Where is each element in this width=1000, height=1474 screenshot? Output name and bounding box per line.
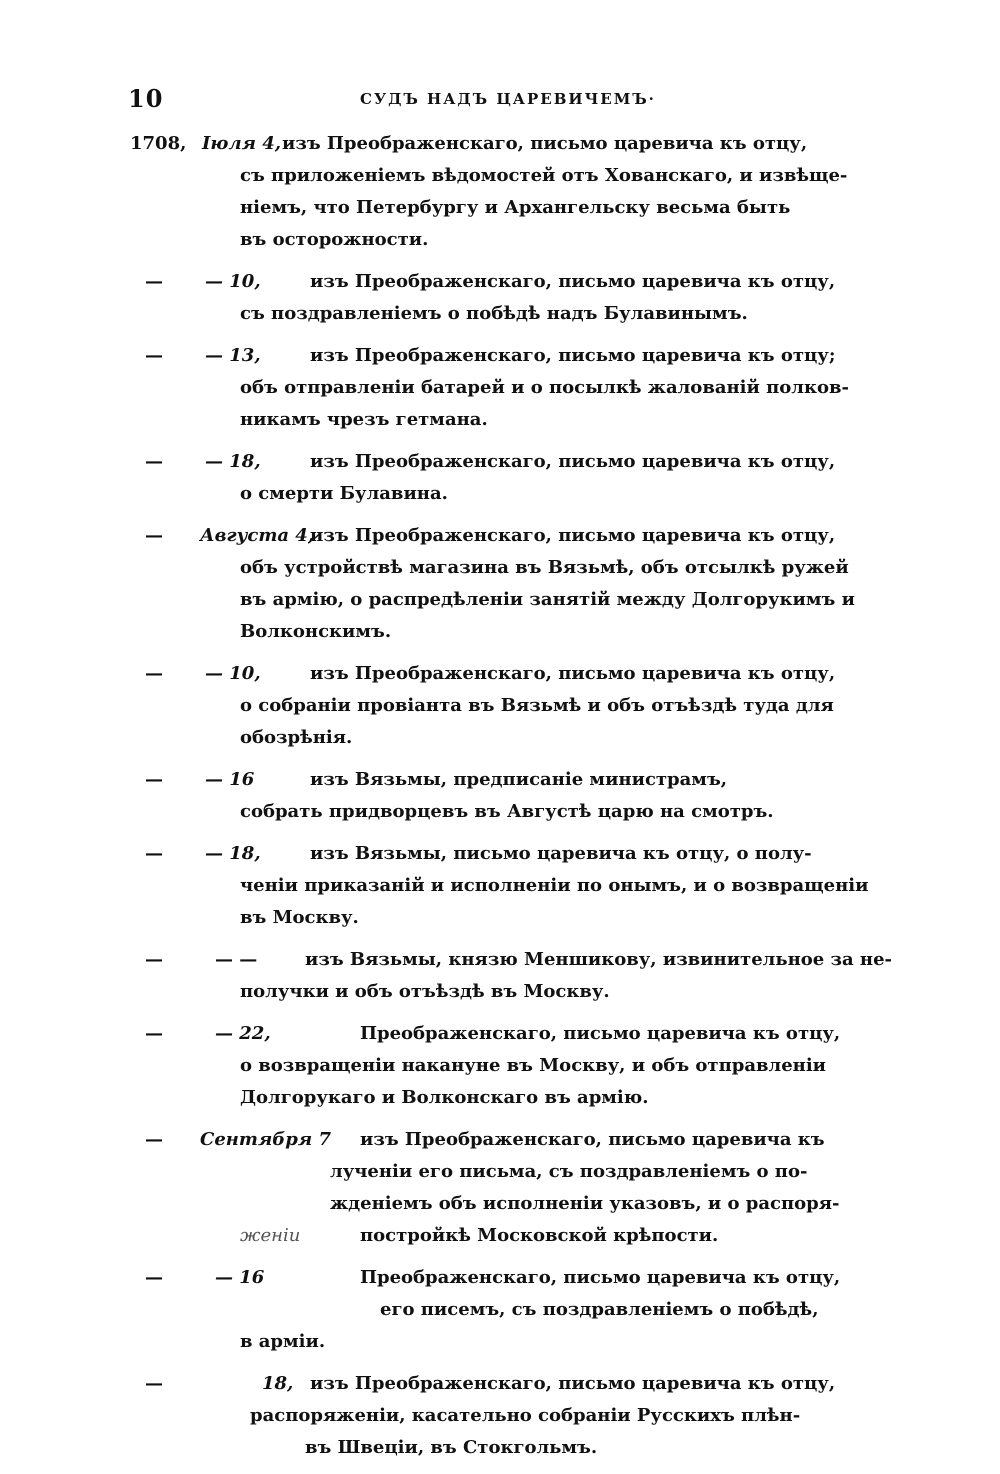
entry-dash: —	[145, 949, 163, 970]
entry-date: — 18,	[205, 843, 261, 864]
entry-first-line: изъ Преображенскаго, письмо царевича къ	[360, 1129, 825, 1150]
entry	[0, 520, 1000, 648]
entry-date: — 18,	[205, 451, 261, 472]
entry	[0, 658, 1000, 754]
entry-date: — 22,	[215, 1023, 271, 1044]
entry-line: нiемъ, что Петербургу и Архангельску весьма быть	[240, 197, 791, 218]
entry	[0, 266, 1000, 330]
page-number: 10	[128, 84, 164, 113]
entry-line: жденiемъ объ исполненiи указовъ, и о распоря-	[330, 1193, 840, 1214]
entry-first-line: изъ Вязьмы, князю Меншикову, извинительное за не-	[305, 949, 892, 970]
entry-dash: —	[145, 271, 163, 292]
entry-dash: —	[145, 1023, 163, 1044]
entry-line: собрать придворцевъ въ Августѣ царю на смотръ.	[240, 801, 774, 822]
entry-date: — 16	[205, 769, 255, 790]
entry-line: о возвращенiи накануне въ Москву, и объ отправленiи	[240, 1055, 827, 1076]
entry-date: — 10,	[205, 271, 261, 292]
entry-line: въ Москву.	[240, 907, 359, 928]
entry-dash: —	[145, 843, 163, 864]
margin-note: женiи	[240, 1225, 301, 1246]
entry-first-line: изъ Преображенскаго, письмо царевича къ отцу,	[310, 525, 836, 546]
entry-line: в армiи.	[240, 1331, 326, 1352]
entry-first-line: изъ Вязьмы, письмо царевича къ отцу, о полу-	[310, 843, 812, 864]
entry-line: получки и объ отъѣздѣ въ Москву.	[240, 981, 610, 1002]
entry-first-line: изъ Преображенскаго, письмо царевича къ отцу,	[282, 133, 808, 154]
entry-line: о собранiи провiанта въ Вязьмѣ и объ отъѣздѣ туда для	[240, 695, 834, 716]
entry-first-line: изъ Вязьмы, предписанiе министрамъ,	[310, 769, 728, 790]
entry-line: никамъ чрезъ гетмана.	[240, 409, 488, 430]
entry-dash: —	[145, 1129, 163, 1150]
running-head: СУДЪ НАДЪ ЦАРЕВИЧЕМЪ·	[360, 90, 656, 108]
entry-dash: —	[145, 525, 163, 546]
entry-line: постройкѣ Московской крѣпости.	[360, 1225, 719, 1246]
entry-line: объ отправленiи батарей и о посылкѣ жалованiй полков-	[240, 377, 849, 398]
entry-line: въ Швецiи, въ Стокгольмъ.	[305, 1437, 598, 1458]
entry-first-line: изъ Преображенскаго, письмо царевича къ отцу,	[310, 451, 836, 472]
chronicle-entries	[0, 128, 1000, 1474]
entry-line: въ армiю, о распредѣленiи занятiй между Долгорукимъ и	[240, 589, 855, 610]
entry-date: — 13,	[205, 345, 261, 366]
entry-date: 18,	[262, 1373, 294, 1394]
entry	[0, 1262, 1000, 1358]
entry-date: — —	[215, 949, 258, 970]
entry-line: лученiи его письма, съ поздравленiемъ о по-	[330, 1161, 808, 1182]
entry-line: обозрѣнiя.	[240, 727, 353, 748]
entry-line: объ устройствѣ магазина въ Вязьмѣ, объ отсылкѣ ружей	[240, 557, 849, 578]
entry	[0, 340, 1000, 436]
entry-dash: —	[145, 769, 163, 790]
entry-year: 1708,	[130, 133, 187, 154]
entry	[0, 128, 1000, 256]
entry-line: распоряженiи, касательно собранiи Русскихъ плѣн-	[250, 1405, 801, 1426]
entry-first-line: Преображенскаго, письмо царевича къ отцу,	[360, 1267, 841, 1288]
entry-dash: —	[145, 451, 163, 472]
entry-date: Iюля 4,	[202, 133, 282, 154]
entry-dash: —	[145, 1373, 163, 1394]
entry	[0, 944, 1000, 1008]
entry-line: съ приложенiемъ вѣдомостей отъ Хованскаго, и извѣще-	[240, 165, 848, 186]
entry-first-line: Преображенскаго, письмо царевича къ отцу,	[360, 1023, 841, 1044]
entry-line: его писемъ, съ поздравленiемъ о побѣдѣ,	[380, 1299, 819, 1320]
entry-first-line: изъ Преображенскаго, письмо царевича къ отцу;	[310, 345, 836, 366]
entry-date: Сентября 7	[200, 1129, 331, 1150]
entry	[0, 446, 1000, 510]
entry-dash: —	[145, 663, 163, 684]
entry-line: Долгорукаго и Волконскаго въ армiю.	[240, 1087, 649, 1108]
entry-first-line: изъ Преображенскаго, письмо царевича къ отцу,	[310, 1373, 836, 1394]
entry-date: — 16	[215, 1267, 265, 1288]
entry-first-line: изъ Преображенскаго, письмо царевича къ отцу,	[310, 663, 836, 684]
entry-line: въ осторожности.	[240, 229, 429, 250]
entry-first-line: изъ Преображенскаго, письмо царевича къ отцу,	[310, 271, 836, 292]
entry-line: Волконскимъ.	[240, 621, 392, 642]
entry-line: съ поздравленiемъ о побѣдѣ надъ Булавинымъ.	[240, 303, 748, 324]
entry-dash: —	[145, 1267, 163, 1288]
entry-dash: —	[145, 345, 163, 366]
entry-date: Августа 4,	[200, 525, 315, 546]
entry	[0, 838, 1000, 934]
entry	[0, 764, 1000, 828]
entry	[0, 1018, 1000, 1114]
entry	[0, 1124, 1000, 1252]
entry	[0, 1368, 1000, 1464]
entry-line: о смерти Булавина.	[240, 483, 448, 504]
entry-date: — 10,	[205, 663, 261, 684]
entry-line: ченiи приказанiй и исполненiи по онымъ, и о возвращенiи	[240, 875, 869, 896]
